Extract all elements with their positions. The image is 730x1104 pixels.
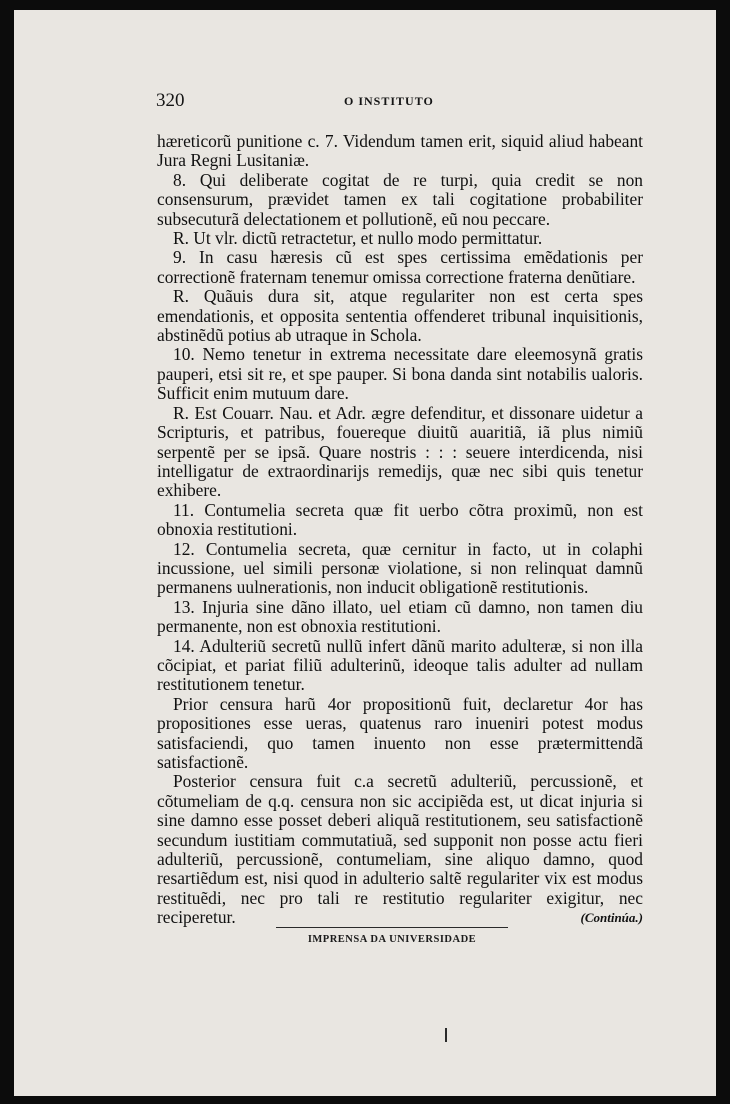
paragraph: 9. In casu hæresis cũ est spes certissima emẽdationis per correctionẽ fraternam tenemur omissa correctione fraterna denũtiare. (157, 247, 643, 287)
paragraph-last (157, 772, 643, 927)
paragraph: R. Est Couarr. Nau. et Adr. ægre defenditur, et dissonare uidetur a Scripturis, et patribus, fouereque diuitũ auaritiã, iã plus nimiũ serpentẽ per se ipsã. Quare nostris : : : seuere interdicenda, nisi intelligatur de extraordinarijs remedijs, quæ nec sibi quis tenetur exhibere. (157, 402, 643, 501)
paragraph: hæreticorũ punitione c. 7. Videndum tamen erit, siquid aliud habeant Jura Regni Lusitaniæ. (157, 131, 643, 171)
paragraph: 8. Qui deliberate cogitat de re turpi, quia credit se non consensurum, prævidet tamen ex tali cogitatione probabiliter subsecuturã delectationem et pollutionẽ, eũ nou peccare. (157, 169, 643, 229)
running-head: O INSTITUTO (344, 94, 434, 108)
document-page (14, 10, 716, 1096)
continua-note: (Continúa.) (580, 910, 643, 926)
footer-rule (276, 927, 508, 928)
body-text (157, 132, 643, 928)
paragraph: 13. Injuria sine dãno illato, uel etiam cũ damno, non tamen diu permanente, non est obnoxia restitutioni. (157, 596, 643, 637)
paragraph: 10. Nemo tenetur in extrema necessitate dare eleemosynã gratis pauperi, etsi sit re, et spe pauper. Si bona danda sint notabilis ualoris. Sufficit enim mutuum dare. (157, 344, 643, 404)
paragraph: 12. Contumelia secreta, quæ cernitur in facto, ut in colaphi incussione, uel simili personæ violatione, si non relinquat damnũ permanens uulnerationis, non inducit obligationẽ restitutionis. (157, 538, 643, 598)
paragraph: 14. Adulteriũ secretũ nullũ infert dãnũ marito adulteræ, si non illa cõcipiat, et pariat filiũ adulterinũ, ideoque talis adulter ad nullam restitutionem tenetur. (157, 635, 643, 695)
page-header (156, 90, 466, 114)
printer-imprint: IMPRENSA DA UNIVERSIDADE (307, 934, 477, 945)
binding-mark (445, 1028, 447, 1042)
paragraph: Prior censura harũ 4or propositionũ fuit, declaretur 4or has propositiones esse ueras, quatenus raro inueniri potest modus satisfaciendi, quo tamen inuento non esse prætermittendã satisfactionẽ. (157, 693, 643, 772)
paragraph: R. Quãuis dura sit, atque regulariter non est certa spes emendationis, et opposita sententia offenderet tribunal inquisitionis, abstinẽdũ potius ab utraque in Schola. (157, 286, 643, 346)
paragraph-text: Posterior censura fuit c.a secretũ adulteriũ, percussionẽ, et cõtumeliam de q.q. censura non sic accipiẽda est, ut dicat injuria si sine damno esse posset deberi aliquã restitutionem, seu satisfactionẽ secundum iustitiam commutatiuã, sed supponit non posse actu fieri adulteriũ, percussionẽ, contumeliam, sine aliquo damno, quod resartiẽdum est, nisi quod in adulterio saltẽ regulariter vix est modus restituẽdi, nec pro tali re restitutio regulariter exigitur, nec reciperetur. (157, 771, 643, 928)
paragraph: R. Ut vlr. dictũ retractetur, et nullo modo permittatur. (173, 228, 543, 249)
page-number: 320 (156, 90, 185, 111)
paragraph: 11. Contumelia secreta quæ fit uerbo cõtra proximũ, non est obnoxia restitutioni. (157, 499, 643, 540)
